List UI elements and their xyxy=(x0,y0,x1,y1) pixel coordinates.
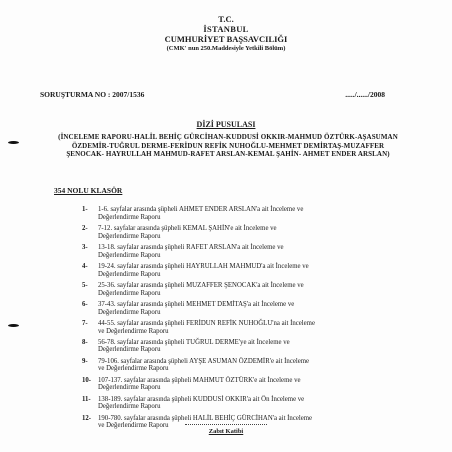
list-item xyxy=(84,225,384,240)
item-number: 6- xyxy=(82,300,88,308)
item-text-cont: Değerlendirme Raporu xyxy=(98,384,161,392)
header-tc: T.C. xyxy=(218,14,234,24)
document-subject: (İNCELEME RAPORU-HALİL BEHİÇ GÜRCİHAN-KUDDUSİ OKKIR-MAHMUD ÖZTÜRK-AŞASUMAN ÖZDEMİR-TUĞRUL DERME-FERİDUN REFİK NUHOĞLU-MEHMET DEMİRTAŞ-MUZAFFER ŞENOCAK- HAYRULLAH MAHMUD-RAFET ARSLAN-KEMAL ŞAHİN- AHMET ENDER ARSLAN) xyxy=(58,133,398,159)
punch-hole-mark-bottom xyxy=(8,324,19,327)
item-text-cont: ve Değerlendirme Raporu xyxy=(98,327,169,335)
header-department: (CMK' nun 250.Maddesiyle Yetkili Bölüm) xyxy=(166,45,286,52)
item-number: 12- xyxy=(82,414,92,422)
item-number: 10- xyxy=(82,376,92,384)
item-text: 37-43. sayfalar arasında şüpheli MEHMET DEMİTAŞ'a ait İnceleme ve xyxy=(98,300,295,308)
punch-hole-mark-top xyxy=(8,141,19,144)
document-header xyxy=(0,14,452,53)
item-number: 7- xyxy=(82,319,88,327)
item-number: 5- xyxy=(82,281,88,289)
item-number: 8- xyxy=(82,338,88,346)
list-item xyxy=(84,263,384,278)
item-number: 1- xyxy=(82,206,88,213)
item-text: 79-106. sayfalar arasında şüpheli AYŞE ASUMAN ÖZDEMİR'e ait İnceleme xyxy=(98,357,310,365)
item-list xyxy=(84,206,384,434)
list-item xyxy=(84,377,384,392)
header-city: İSTANBUL xyxy=(203,24,249,34)
header-office: CUMHURİYET BAŞSAVCILIĞI xyxy=(164,34,288,44)
item-text: 13-18. sayfalar arasında şüpheli RAFET ARSLAN'a ait İnceleme ve xyxy=(98,243,284,251)
list-item xyxy=(84,206,384,221)
item-text-cont: Değerlendirme Raporu xyxy=(98,251,161,259)
list-item xyxy=(84,396,384,411)
item-text-cont: Değerlendirme Raporu xyxy=(98,403,161,411)
item-text: 19-24. sayfalar arasında şüpheli HAYRULLAH MAHMUD'a ait İnceleme ve xyxy=(98,262,309,270)
item-text: 1-6. sayfalar arasında şüpheli AHMET ENDER ARSLAN'a ait İnceleme ve xyxy=(98,206,304,213)
document-title: DİZİ PUSULASI xyxy=(196,120,256,129)
list-item xyxy=(84,244,384,259)
item-text-cont: Değerlendirme Raporu xyxy=(98,270,161,278)
item-text-cont: ve Değerlendirme Raporu xyxy=(98,422,169,430)
list-item xyxy=(84,358,384,373)
item-text-cont: Değerlendirme Raporu xyxy=(98,346,161,354)
item-text: 107-137. sayfalar arasında şüpheli MAHMUT ÖZTÜRK'e ait İnceleme ve xyxy=(98,376,301,384)
signature-line xyxy=(185,424,267,425)
item-number: 11- xyxy=(82,395,91,403)
item-text: 25-36. sayfalar arasında şüpheli MUZAFFER ŞENOCAK'a ait İnceleme ve xyxy=(98,281,304,289)
clerk-signature-label: Zabıt Katibi xyxy=(208,428,244,435)
item-text: 56-78. sayfalar arasında şüpheli TUĞRUL DERME'ye ait İnceleme ve xyxy=(98,338,290,346)
item-text: 190-780. sayfalar arasında şüpheli HALİL BEHİÇ GÜRCİHAN'a ait İnceleme xyxy=(98,414,313,422)
investigation-number-row xyxy=(40,90,385,102)
list-item xyxy=(84,282,384,297)
item-number: 9- xyxy=(82,357,88,365)
item-number: 2- xyxy=(82,224,88,232)
item-text: 138-189. sayfalar arasında şüpheli KUDDUSİ OKKIR'a ait Ön İnceleme ve xyxy=(98,395,305,403)
item-number: 4- xyxy=(82,262,88,270)
investigation-number: SORUŞTURMA NO : 2007/1536 xyxy=(40,90,145,99)
item-text-cont: Değerlendirme Raporu xyxy=(98,308,161,316)
folder-heading: 354 NOLU KLASÖR xyxy=(54,186,123,195)
item-number: 3- xyxy=(82,243,88,251)
document-date: ...../....../2008 xyxy=(345,90,385,99)
item-text: 7-12. sayfalar arasında şüpheli KEMAL ŞAHİN'e ait İnceleme ve xyxy=(98,224,277,232)
list-item xyxy=(84,339,384,354)
list-item xyxy=(84,301,384,316)
item-text-cont: ve Değerlendirme Raporu xyxy=(98,365,169,373)
item-text-cont: Değerlendirme Raporu xyxy=(98,289,161,297)
item-text-cont: Değerlendirme Raporu xyxy=(98,213,161,221)
item-text: 44-55. sayfalar arasında şüpheli FERİDUN REFİK NUHOĞLU'na ait İnceleme xyxy=(98,319,315,327)
item-text-cont: Değerlendirme Raporu xyxy=(98,232,161,240)
list-item xyxy=(84,320,384,335)
